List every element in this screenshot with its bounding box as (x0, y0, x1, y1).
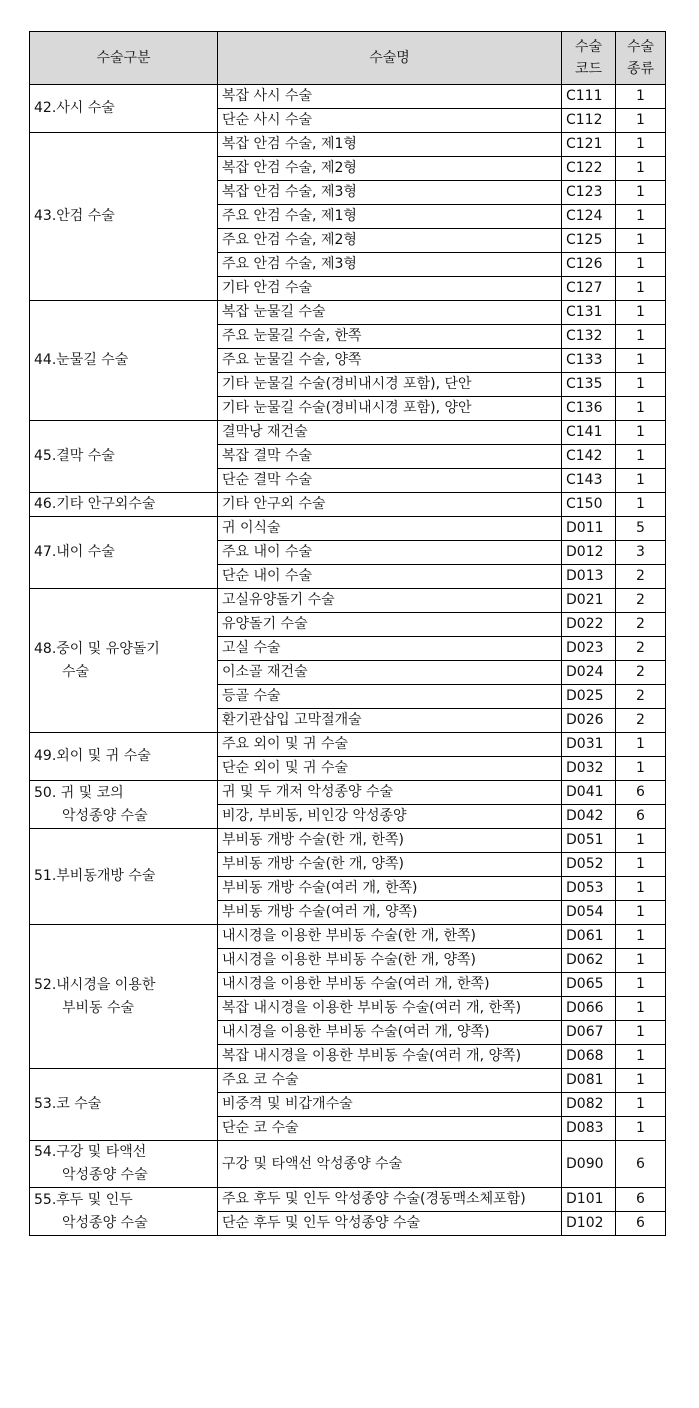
header-surgery-name: 수술명 (218, 32, 562, 85)
table-row (30, 301, 666, 325)
surgery-code-cell: D052 (562, 853, 616, 877)
surgery-name-cell: 귀 및 두 개저 악성종양 수술 (218, 781, 562, 805)
surgery-kind-cell: 1 (616, 421, 666, 445)
surgery-code-cell: D066 (562, 997, 616, 1021)
surgery-code-cell: D011 (562, 517, 616, 541)
table-row (30, 733, 666, 757)
category-cell (30, 133, 218, 301)
surgery-kind-cell: 1 (616, 469, 666, 493)
surgery-name-cell: 주요 눈물길 수술, 한쪽 (218, 325, 562, 349)
surgery-code-cell: C141 (562, 421, 616, 445)
surgery-name-cell: 주요 외이 및 귀 수술 (218, 733, 562, 757)
surgery-name-cell: 비강, 부비동, 비인강 악성종양 (218, 805, 562, 829)
surgery-kind-cell: 1 (616, 205, 666, 229)
surgery-name-cell: 단순 사시 수술 (218, 109, 562, 133)
surgery-kind-cell: 2 (616, 661, 666, 685)
surgery-kind-cell: 1 (616, 757, 666, 781)
category-cell (30, 1069, 218, 1141)
surgery-name-cell: 단순 코 수술 (218, 1117, 562, 1141)
table-row (30, 133, 666, 157)
category-label: 44.눈물길 수술 (34, 352, 129, 368)
surgery-name-cell: 주요 안검 수술, 제3형 (218, 253, 562, 277)
category-cell (30, 301, 218, 421)
surgery-name-cell: 주요 후두 및 인두 악성종양 수술(경동맥소체포함) (218, 1188, 562, 1212)
surgery-code-cell: D081 (562, 1069, 616, 1093)
category-cell (30, 421, 218, 493)
surgery-kind-cell: 1 (616, 997, 666, 1021)
table-body (30, 85, 666, 1236)
header-surgery-kind: 수술 종류 (616, 32, 666, 85)
surgery-code-cell: C123 (562, 181, 616, 205)
category-cell (30, 925, 218, 1069)
surgery-kind-cell: 5 (616, 517, 666, 541)
category-label: 악성종양 수술 (62, 1214, 148, 1231)
surgery-kind-cell: 1 (616, 733, 666, 757)
surgery-kind-cell: 2 (616, 589, 666, 613)
surgery-code-cell: D031 (562, 733, 616, 757)
category-label: 48.중이 및 유양돌기 (34, 640, 160, 657)
surgery-code-cell: D012 (562, 541, 616, 565)
table-row (30, 925, 666, 949)
surgery-code-cell: D023 (562, 637, 616, 661)
surgery-code-cell: D024 (562, 661, 616, 685)
category-label: 53.코 수술 (34, 1096, 102, 1112)
surgery-code-cell: D062 (562, 949, 616, 973)
surgery-name-cell: 기타 눈물길 수술(경비내시경 포함), 단안 (218, 373, 562, 397)
surgery-code-cell: C143 (562, 469, 616, 493)
surgery-name-cell: 단순 결막 수술 (218, 469, 562, 493)
table-row (30, 829, 666, 853)
surgery-kind-cell: 2 (616, 709, 666, 733)
header-category: 수술구분 (30, 32, 218, 85)
surgery-code-cell: D065 (562, 973, 616, 997)
category-cell (30, 85, 218, 133)
surgery-name-cell: 부비동 개방 수술(여러 개, 양쪽) (218, 901, 562, 925)
category-label: 부비동 수술 (62, 999, 135, 1016)
surgery-kind-cell: 2 (616, 685, 666, 709)
category-cell (30, 517, 218, 589)
category-cell (30, 493, 218, 517)
surgery-kind-cell: 6 (616, 1212, 666, 1236)
header-surgery-code: 수술 코드 (562, 32, 616, 85)
surgery-name-cell: 기타 안구외 수술 (218, 493, 562, 517)
surgery-name-cell: 구강 및 타액선 악성종양 수술 (218, 1141, 562, 1188)
category-label: 수술 (62, 663, 90, 680)
surgery-kind-cell: 6 (616, 1188, 666, 1212)
category-label: 47.내이 수술 (34, 544, 115, 560)
category-cell (30, 781, 218, 829)
surgery-name-cell: 비중격 및 비갑개수술 (218, 1093, 562, 1117)
surgery-kind-cell: 6 (616, 1141, 666, 1188)
surgery-code-cell: C127 (562, 277, 616, 301)
surgery-name-cell: 부비동 개방 수술(한 개, 한쪽) (218, 829, 562, 853)
category-cell (30, 733, 218, 781)
surgery-code-cell: C124 (562, 205, 616, 229)
surgery-name-cell: 결막낭 재건술 (218, 421, 562, 445)
surgery-kind-cell: 1 (616, 1021, 666, 1045)
surgery-name-cell: 주요 안검 수술, 제2형 (218, 229, 562, 253)
surgery-name-cell: 등골 수술 (218, 685, 562, 709)
category-label: 42.사시 수술 (34, 100, 115, 116)
surgery-code-cell: C142 (562, 445, 616, 469)
surgery-kind-cell: 2 (616, 613, 666, 637)
category-label: 45.결막 수술 (34, 448, 115, 464)
surgery-name-cell: 내시경을 이용한 부비동 수술(한 개, 양쪽) (218, 949, 562, 973)
surgery-code-cell: D082 (562, 1093, 616, 1117)
surgery-code-cell: D090 (562, 1141, 616, 1188)
surgery-kind-cell: 1 (616, 925, 666, 949)
surgery-kind-cell: 1 (616, 277, 666, 301)
surgery-name-cell: 내시경을 이용한 부비동 수술(한 개, 한쪽) (218, 925, 562, 949)
table-row (30, 781, 666, 805)
surgery-code-cell: C111 (562, 85, 616, 109)
category-label: 악성종양 수술 (62, 1167, 148, 1183)
surgery-kind-cell: 1 (616, 253, 666, 277)
surgery-code-cell: C135 (562, 373, 616, 397)
surgery-code-cell: D022 (562, 613, 616, 637)
surgery-code-cell: D067 (562, 1021, 616, 1045)
surgery-code-cell: D021 (562, 589, 616, 613)
surgery-kind-cell: 1 (616, 1069, 666, 1093)
surgery-kind-cell: 2 (616, 565, 666, 589)
surgery-kind-cell: 1 (616, 829, 666, 853)
category-label: 55.후두 및 인두 (34, 1191, 133, 1208)
category-cell (30, 829, 218, 925)
surgery-kind-cell: 1 (616, 157, 666, 181)
table-row (30, 589, 666, 613)
surgery-kind-cell: 1 (616, 373, 666, 397)
surgery-code-cell: C132 (562, 325, 616, 349)
surgery-kind-cell: 1 (616, 1117, 666, 1141)
surgery-name-cell: 귀 이식술 (218, 517, 562, 541)
surgery-kind-cell: 1 (616, 973, 666, 997)
surgery-kind-cell: 6 (616, 781, 666, 805)
surgery-name-cell: 기타 눈물길 수술(경비내시경 포함), 양안 (218, 397, 562, 421)
table-row (30, 493, 666, 517)
surgery-kind-cell: 1 (616, 181, 666, 205)
surgery-name-cell: 주요 내이 수술 (218, 541, 562, 565)
surgery-name-cell: 단순 내이 수술 (218, 565, 562, 589)
category-cell (30, 1141, 218, 1188)
surgery-name-cell: 단순 외이 및 귀 수술 (218, 757, 562, 781)
surgery-code-cell: C131 (562, 301, 616, 325)
surgery-name-cell: 고실 수술 (218, 637, 562, 661)
surgery-kind-cell: 3 (616, 541, 666, 565)
category-label: 49.외이 및 귀 수술 (34, 748, 151, 764)
surgery-name-cell: 복잡 눈물길 수술 (218, 301, 562, 325)
surgery-name-cell: 고실유양돌기 수술 (218, 589, 562, 613)
surgery-code-cell: D083 (562, 1117, 616, 1141)
surgery-kind-cell: 1 (616, 301, 666, 325)
category-label: 50. 귀 및 코의 (34, 784, 124, 801)
surgery-kind-cell: 1 (616, 853, 666, 877)
category-label: 46.기타 안구외수술 (34, 496, 156, 512)
surgery-kind-cell: 1 (616, 901, 666, 925)
category-label: 52.내시경을 이용한 (34, 976, 156, 993)
surgery-code-table (29, 31, 666, 1236)
surgery-code-cell: D042 (562, 805, 616, 829)
surgery-name-cell: 유양돌기 수술 (218, 613, 562, 637)
surgery-code-cell: D053 (562, 877, 616, 901)
surgery-code-cell: D025 (562, 685, 616, 709)
surgery-code-cell: D032 (562, 757, 616, 781)
surgery-name-cell: 복잡 결막 수술 (218, 445, 562, 469)
surgery-code-cell: C126 (562, 253, 616, 277)
surgery-name-cell: 이소골 재건술 (218, 661, 562, 685)
surgery-name-cell: 내시경을 이용한 부비동 수술(여러 개, 양쪽) (218, 1021, 562, 1045)
surgery-kind-cell: 1 (616, 325, 666, 349)
surgery-code-cell: C133 (562, 349, 616, 373)
surgery-name-cell: 부비동 개방 수술(한 개, 양쪽) (218, 853, 562, 877)
surgery-kind-cell: 1 (616, 85, 666, 109)
surgery-kind-cell: 1 (616, 1093, 666, 1117)
surgery-code-cell: C121 (562, 133, 616, 157)
surgery-kind-cell: 1 (616, 397, 666, 421)
table-row (30, 1069, 666, 1093)
surgery-code-cell: D101 (562, 1188, 616, 1212)
surgery-kind-cell: 1 (616, 229, 666, 253)
table-header (30, 32, 666, 85)
surgery-code-cell: D026 (562, 709, 616, 733)
table-row (30, 85, 666, 109)
category-cell (30, 589, 218, 733)
category-label: 51.부비동개방 수술 (34, 868, 156, 884)
surgery-code-cell: D013 (562, 565, 616, 589)
category-label: 악성종양 수술 (62, 807, 148, 824)
surgery-code-cell: C125 (562, 229, 616, 253)
surgery-name-cell: 부비동 개방 수술(여러 개, 한쪽) (218, 877, 562, 901)
category-label: 54.구강 및 타액선 (34, 1144, 147, 1160)
surgery-kind-cell: 1 (616, 877, 666, 901)
surgery-kind-cell: 1 (616, 949, 666, 973)
surgery-name-cell: 주요 코 수술 (218, 1069, 562, 1093)
surgery-name-cell: 복잡 안검 수술, 제1형 (218, 133, 562, 157)
surgery-name-cell: 복잡 내시경을 이용한 부비동 수술(여러 개, 양쪽) (218, 1045, 562, 1069)
category-cell (30, 1188, 218, 1236)
table-row (30, 517, 666, 541)
surgery-code-cell: D061 (562, 925, 616, 949)
surgery-code-cell: D051 (562, 829, 616, 853)
surgery-name-cell: 복잡 사시 수술 (218, 85, 562, 109)
surgery-name-cell: 주요 안검 수술, 제1형 (218, 205, 562, 229)
surgery-code-cell: C112 (562, 109, 616, 133)
surgery-name-cell: 주요 눈물길 수술, 양쪽 (218, 349, 562, 373)
table-row (30, 421, 666, 445)
surgery-kind-cell: 1 (616, 1045, 666, 1069)
surgery-code-cell: C136 (562, 397, 616, 421)
surgery-kind-cell: 6 (616, 805, 666, 829)
surgery-kind-cell: 1 (616, 133, 666, 157)
surgery-name-cell: 내시경을 이용한 부비동 수술(여러 개, 한쪽) (218, 973, 562, 997)
surgery-kind-cell: 2 (616, 637, 666, 661)
surgery-name-cell: 기타 안검 수술 (218, 277, 562, 301)
table-row (30, 1188, 666, 1212)
category-label: 43.안검 수술 (34, 208, 115, 224)
surgery-name-cell: 복잡 안검 수술, 제2형 (218, 157, 562, 181)
surgery-kind-cell: 1 (616, 109, 666, 133)
surgery-name-cell: 복잡 내시경을 이용한 부비동 수술(여러 개, 한쪽) (218, 997, 562, 1021)
surgery-name-cell: 환기관삽입 고막절개술 (218, 709, 562, 733)
surgery-kind-cell: 1 (616, 445, 666, 469)
surgery-code-cell: D041 (562, 781, 616, 805)
surgery-kind-cell: 1 (616, 493, 666, 517)
surgery-code-cell: D068 (562, 1045, 616, 1069)
surgery-code-cell: C122 (562, 157, 616, 181)
surgery-code-cell: D102 (562, 1212, 616, 1236)
table-row (30, 1141, 666, 1188)
surgery-code-cell: C150 (562, 493, 616, 517)
surgery-code-cell: D054 (562, 901, 616, 925)
surgery-name-cell: 단순 후두 및 인두 악성종양 수술 (218, 1212, 562, 1236)
surgery-kind-cell: 1 (616, 349, 666, 373)
surgery-name-cell: 복잡 안검 수술, 제3형 (218, 181, 562, 205)
